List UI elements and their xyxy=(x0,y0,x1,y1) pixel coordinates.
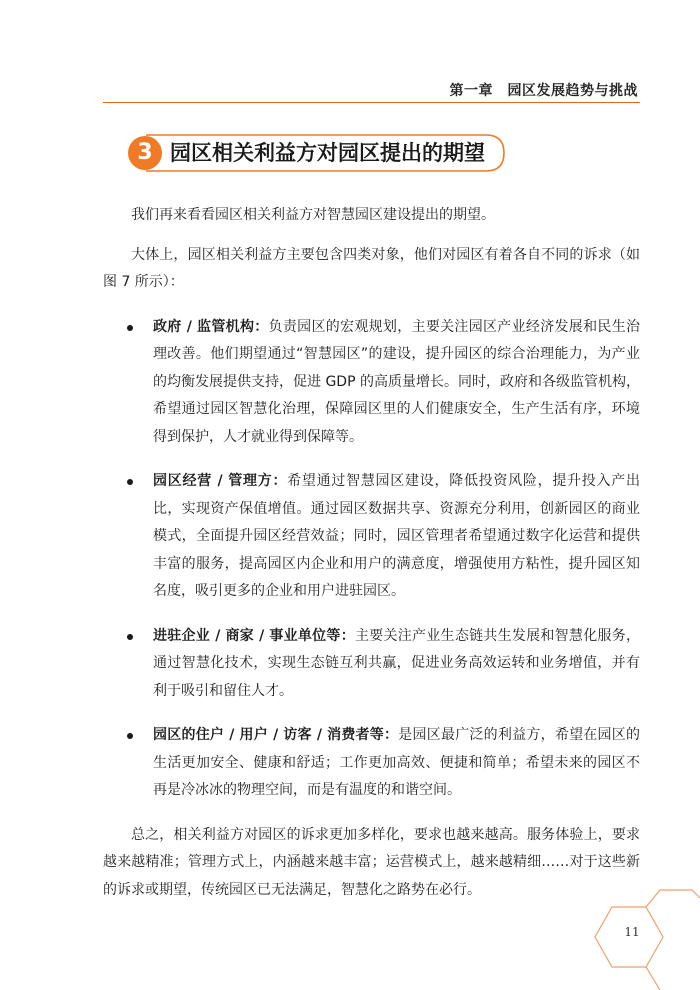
overview-paragraph: 大体上，园区相关利益方主要包含四类对象，他们对园区有着各自不同的诉求（如图 7 所示）： xyxy=(103,246,640,290)
body-text xyxy=(103,202,640,904)
bullet-icon xyxy=(127,325,133,331)
section-title: 园区相关利益方对园区提出的期望 xyxy=(170,141,485,165)
bullet-label: 进驻企业 / 商家 / 事业单位等： xyxy=(153,627,355,644)
bullet-label: 园区的住户 / 用户 / 访客 / 消费者等： xyxy=(153,727,399,743)
bullet-text: 是园区最广泛的利益方，希望在园区的生活更加安全、健康和舒适；工作更加高效、便捷和简单；希望未来的园区不再是冷冰冰的物理空间，而是有温度的和谐空间。 xyxy=(153,727,641,798)
bullet-icon xyxy=(127,479,133,485)
bullet-text: 负责园区的宏观规划，主要关注园区产业经济发展和民生治理改善。他们期望通过“智慧园区”的建设，提升园区的综合治理能力，为产业的均衡发展提供支持，促进 GDP 的高质量增长。同时，政府和各级监管机构，希望通过园区智慧化治理，保障园区里的人们健康安全，生产生活有序，环境得到保护，人才就业得到保障等。 xyxy=(153,318,640,445)
bullet-label: 园区经营 / 管理方： xyxy=(153,473,288,489)
list-item xyxy=(103,722,640,805)
intro-paragraph: 我们再来看看园区相关利益方对智慧园区建设提出的期望。 xyxy=(131,207,495,223)
bullet-label: 政府 / 监管机构： xyxy=(153,318,269,335)
page-number: 11 xyxy=(624,925,640,939)
bullet-icon xyxy=(127,733,133,739)
chapter-header: 第一章 园区发展趋势与挑战 xyxy=(449,83,638,99)
list-item xyxy=(103,623,640,706)
bullet-text: 主要关注产业生态链共生发展和智慧化服务，通过智慧化技术，实现生态链互利共赢，促进业务高效运转和业务增值，并有利于吸引和留住人才。 xyxy=(153,627,640,699)
header-divider xyxy=(103,102,640,103)
list-item xyxy=(103,314,640,452)
section-number-badge: 3 xyxy=(128,136,162,170)
conclusion-paragraph: 总之，相关利益方对园区的诉求更加多样化，要求也越来越高。服务体验上，要求越来越精准；管理方式上，内涵越来越丰富；运营模式上，越来越精细……对于这些新的诉求或期望，传统园区已无法满足，智慧化之路势在必行。 xyxy=(103,826,640,898)
bullet-icon xyxy=(127,634,133,640)
stakeholder-list xyxy=(103,314,640,805)
list-item xyxy=(103,468,640,606)
bullet-text: 希望通过智慧园区建设，降低投资风险，提升投入产出比，实现资产保值增值。通过园区数据共享、资源充分利用，创新园区的商业模式，全面提升园区经营效益；同时，园区管理者希望通过数字化运营和提供丰富的服务，提高园区内企业和用户的满意度，增强使用方粘性，提升园区知名度，吸引更多的企业和用户进驻园区。 xyxy=(153,473,640,599)
